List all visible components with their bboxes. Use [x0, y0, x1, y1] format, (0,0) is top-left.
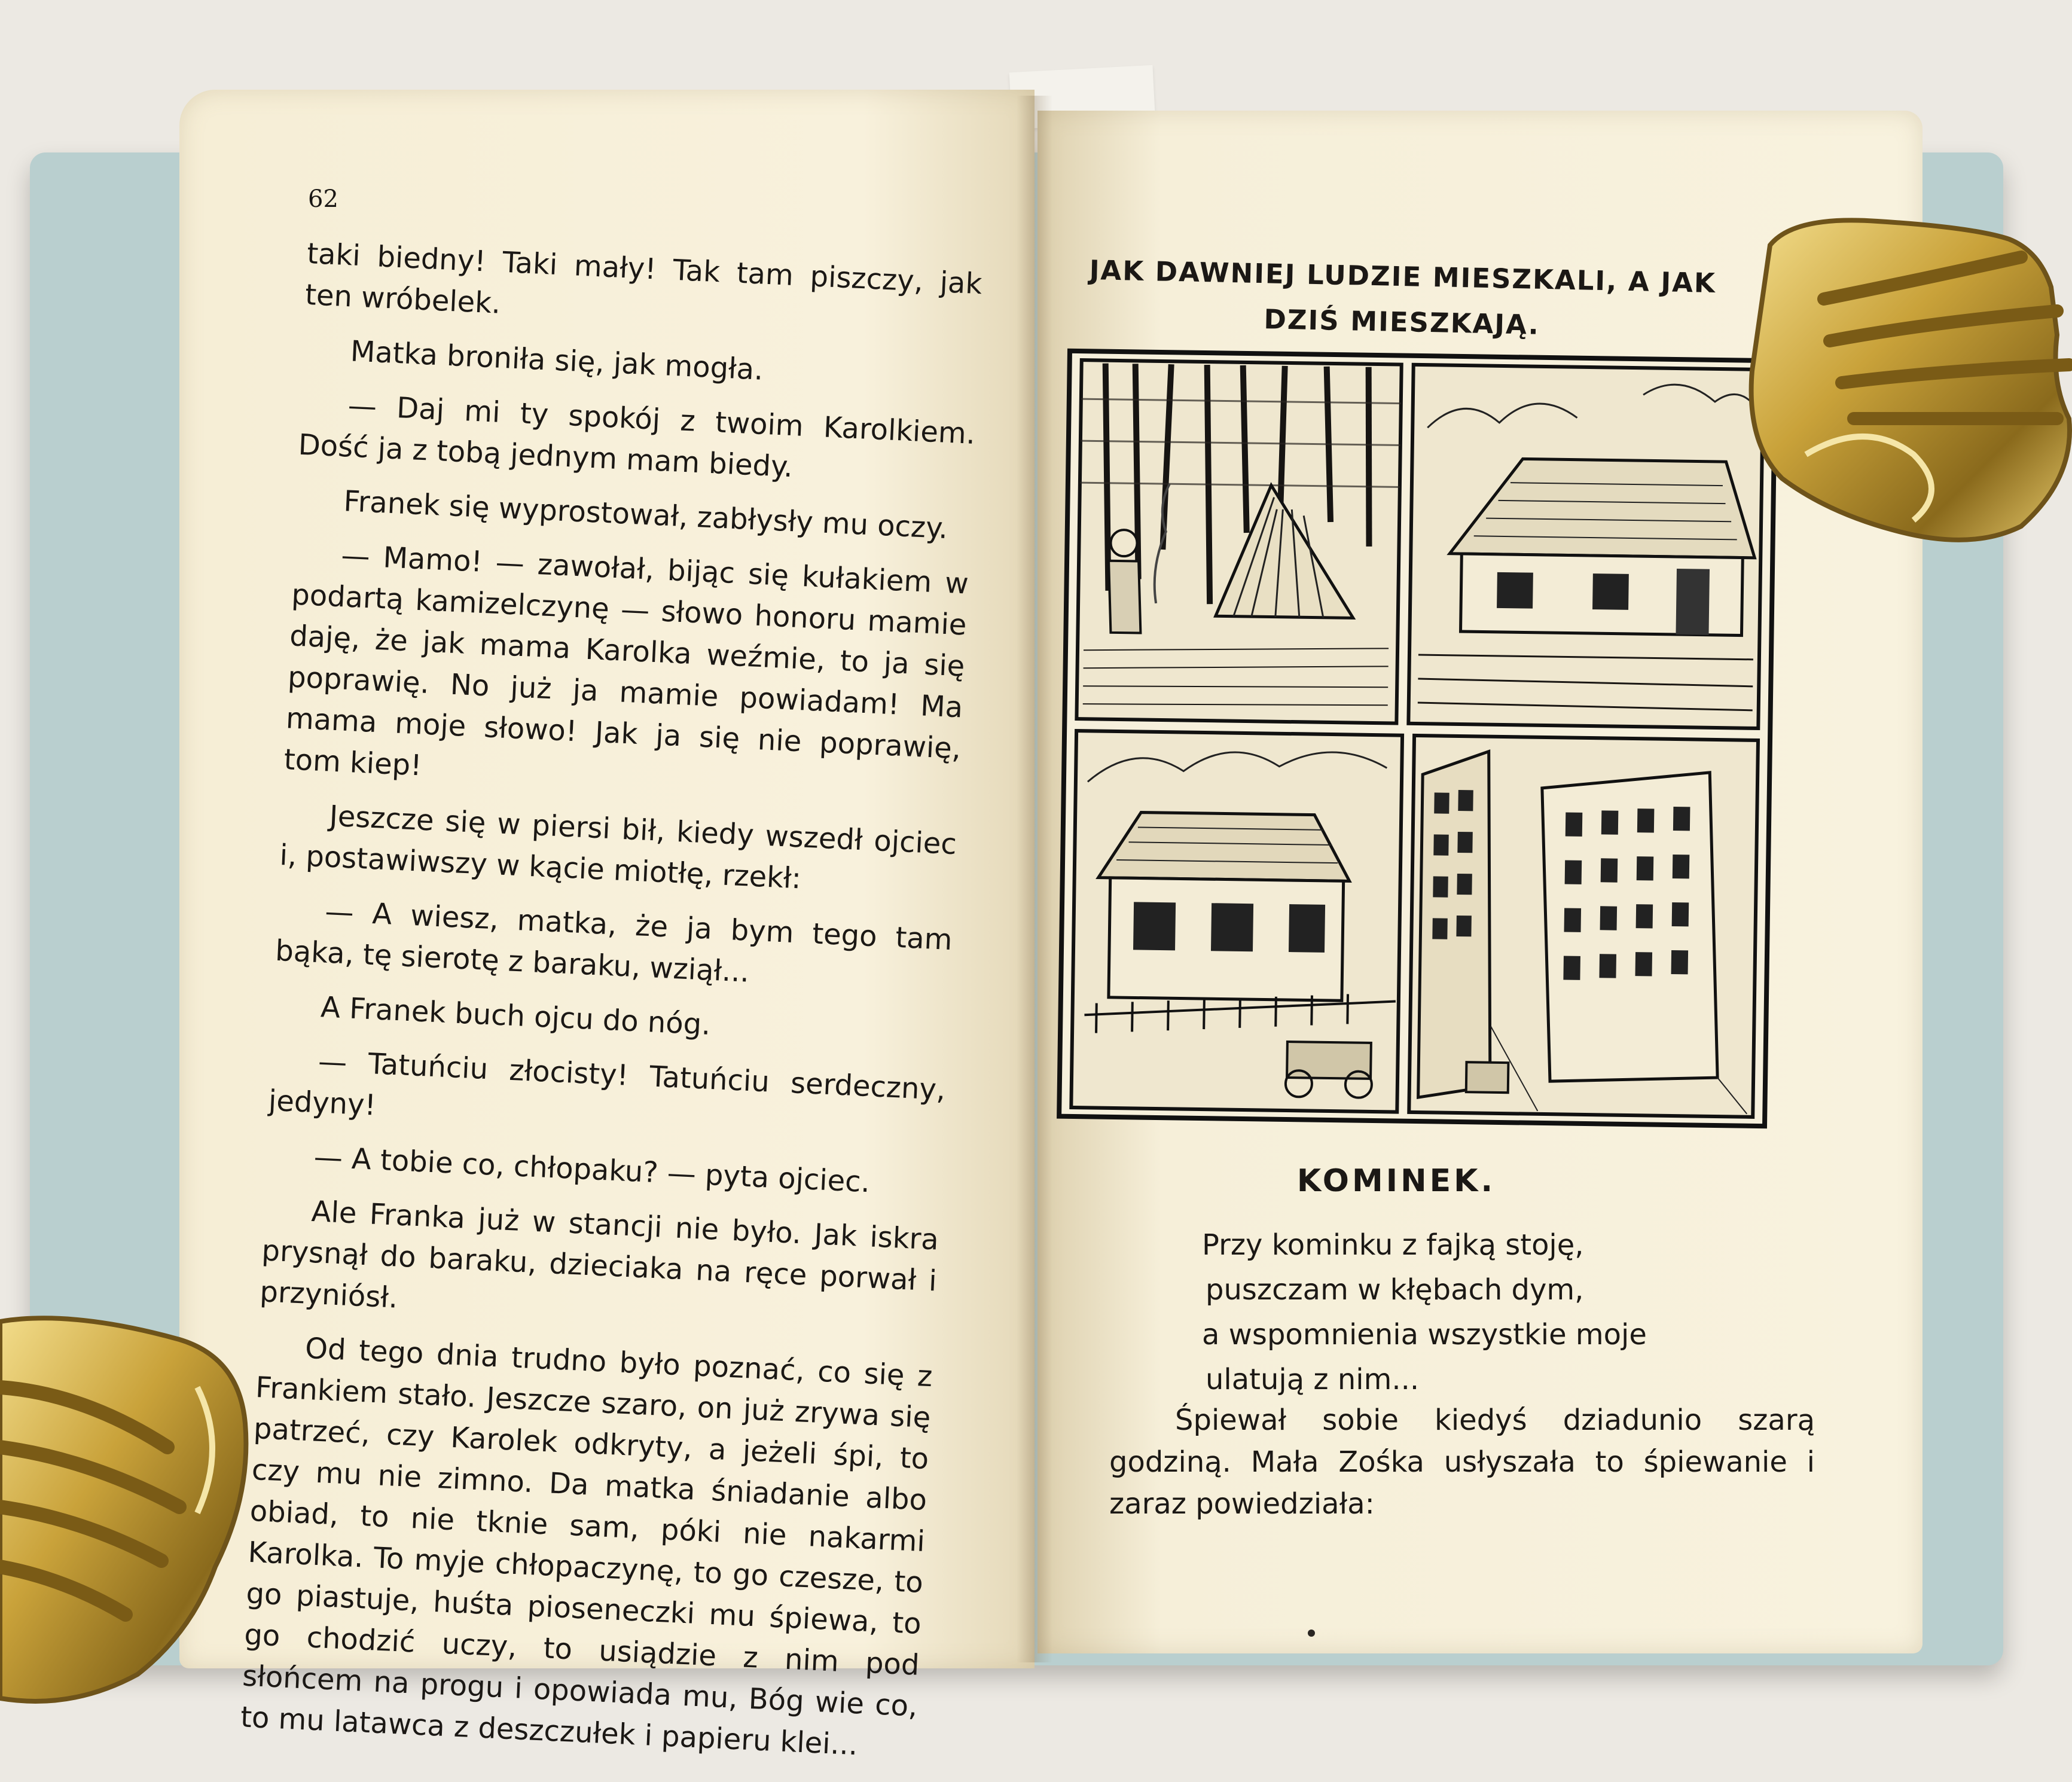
paragraph: taki biedny! Taki mały! Tak tam piszczy, jak ten wróbelek. — [304, 236, 983, 321]
poem-line: puszczam w kłębach dym, — [1206, 1273, 1584, 1307]
poem-line: a wspomnienia wszystkie moje — [1202, 1318, 1647, 1351]
brass-hand-icon — [0, 1318, 246, 1701]
paragraph: — Mamo! — zawołał, bijąc się kułakiem w podartą kamizelczynę — słowo honoru mamie daję, że jak mama Karolka weźmie, to ja się poprawię. No już ja mamie powiadam! Ma mama moje słowo! Jak ja się nie poprawię, tom kiep! — [283, 539, 969, 783]
paragraph: A Franek buch ojcu do nóg. — [320, 990, 712, 1042]
poem-title: KOMINEK. — [1296, 1163, 1496, 1199]
paragraph: — A wiesz, matka, że ja bym tego tam bąka, tę sierotę z baraku, wziął... — [274, 895, 953, 989]
paragraph: Śpiewał sobie kiedyś dziadunio szarą godziną. Mała Zośka usłyszała to śpiewanie i zaraz powiedziała: — [1109, 1403, 1815, 1521]
paragraph: Ale Franka już w stancji nie było. Jak iskra prysnął do baraku, dzieciaka na ręce porwał i przyniósł. — [259, 1194, 939, 1315]
left-page-number: 62 — [308, 185, 338, 213]
poem-line: ulatują z nim... — [1206, 1363, 1420, 1396]
heading-line-1: JAK DAWNIEJ LUDZIE MIESZKALI, A JAK — [1089, 254, 1717, 299]
heading-line-2: DZIŚ MIESZKAJĄ. — [1264, 303, 1540, 341]
brass-hand-icon — [1751, 220, 2070, 540]
paragraph: — Daj mi ty spokój z twoim Karolkiem. Dość ja z tobą jednym mam biedy. — [297, 389, 977, 484]
paragraph: — Tatuńciu złocisty! Tatuńciu serdeczny, jedyny! — [267, 1045, 947, 1122]
paragraph: Franek się wyprostował, zabłysły mu oczy. — [343, 484, 949, 546]
paragraph: Matka broniła się, jak mogła. — [349, 334, 764, 387]
paragraph: Od tego dnia trudno było poznać, co się z Frankiem stało. Jeszcze szaro, on już zrywa się patrzeć, czy Karolek odkryty, a jeżeli śpi, to czy mu nie zimno. Da matka śniadanie albo obiad, to nie tknie sam, póki nie nakarmi Karolka. To myje chłopaczynę, to go czesze, to go piastuje, huśta pioseneczki mu śpiewa, to go chodzić uczy, to usiądzie z nim pod słońcem na progu i opowiada mu, Bóg wie co, to mu latawca z deszczułek i papieru klei... — [240, 1331, 933, 1762]
paragraph: — A tobie co, chłopaku? — pyta ojciec. — [313, 1140, 871, 1200]
poem-line: Przy kominku z fajką stoję, — [1202, 1228, 1584, 1262]
paragraph: Jeszcze się w piersi bił, kiedy wszedł ojciec i, postawiwszy w kącie miotłę, rzekł: — [279, 799, 958, 896]
